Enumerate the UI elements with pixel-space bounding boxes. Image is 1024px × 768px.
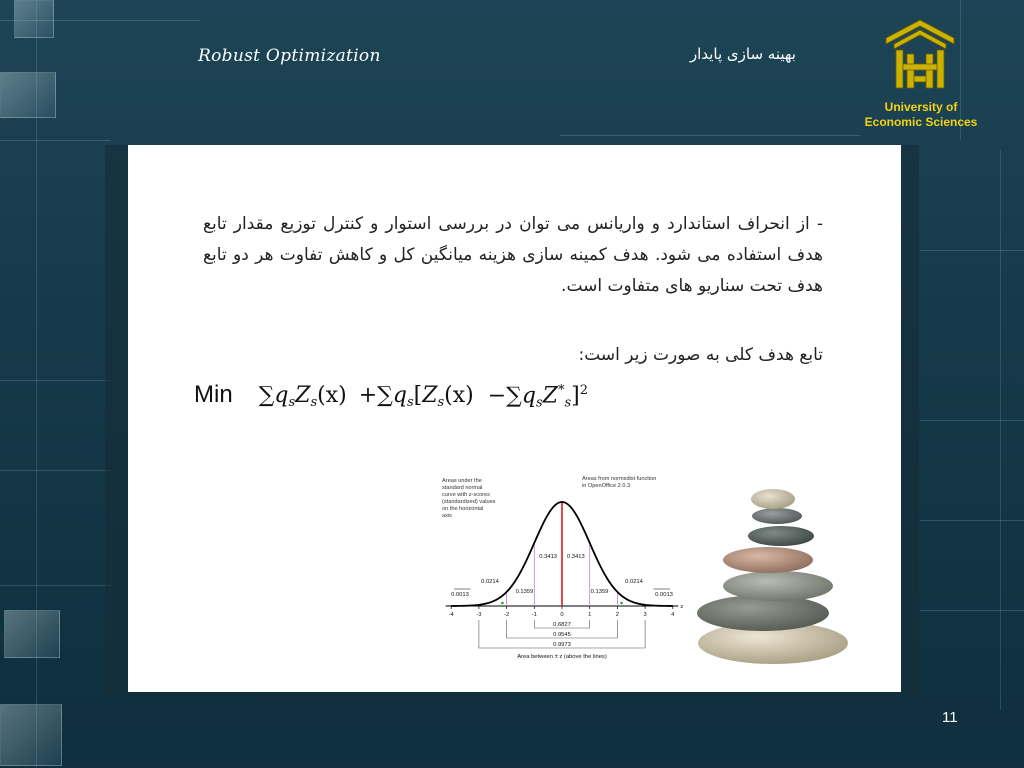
area-label: 0.0214 <box>625 579 643 585</box>
z-tick-label: -3 <box>476 612 482 618</box>
left-note-line: standard normal <box>442 485 483 491</box>
slide-content <box>128 145 901 692</box>
interval-label: 0.9973 <box>553 642 571 648</box>
page-number: 11 <box>942 709 958 726</box>
area-label: 0.1359 <box>515 589 534 595</box>
header-title-fa: بهینه سازی پایدار <box>689 45 796 63</box>
objective-formula <box>194 381 588 421</box>
interval-label: 0.9545 <box>553 632 571 638</box>
formula-min: Min <box>194 381 233 408</box>
formula-term1: $\sum q_sZ_s(x)$ <box>258 383 347 410</box>
area-label: 0.3413 <box>566 554 585 560</box>
z-tick-label: 4 <box>671 612 675 618</box>
header-title-en: Robust Optimization <box>198 46 381 66</box>
stacked-stones-image <box>673 463 853 665</box>
right-note-line: Areas from normsdist function <box>582 476 657 482</box>
area-label: 0.3413 <box>539 554 558 560</box>
left-note-line: (standardized) values <box>442 499 496 505</box>
formula-term3: $-\sum q_sZ^*_s]^2$ <box>487 382 588 410</box>
slide-subtitle: تابع هدف کلی به صورت زیر است: <box>578 345 823 365</box>
slide-paragraph: - از انحراف استاندارد و واریانس می توان در بررسی استوار و کنترل توزیع مقدار تابع هدف استفاده می شود. هدف کمینه سازی هزینه میانگین کل و کاهش تفاوت هر دو تابع هدف تحت سناریو های متفاوت است. <box>203 214 823 296</box>
area-label: 0.0214 <box>481 579 499 585</box>
z-tick-label: 3 <box>643 612 647 618</box>
university-name <box>848 100 994 130</box>
z-axis-label: z <box>680 604 684 610</box>
tail-dot <box>501 602 504 605</box>
z-tick-label: -1 <box>531 612 537 618</box>
z-tick-label: -2 <box>504 612 510 618</box>
z-tick-label: 0 <box>560 612 564 618</box>
area-label: 0.0013 <box>451 592 469 598</box>
normal-distribution-figure <box>434 470 684 670</box>
z-tick-label: 1 <box>588 612 592 618</box>
area-label: 0.0013 <box>655 592 673 598</box>
tail-dot <box>620 602 623 605</box>
interval-label: 0.6827 <box>553 622 571 628</box>
left-note-line: on the horizontal <box>442 506 484 512</box>
area-label: 0.1359 <box>590 589 609 595</box>
left-note-line: axis <box>442 513 452 519</box>
right-note-line: in OpenOffice 2.0.3 <box>582 483 631 489</box>
university-name-line2: Economic Sciences <box>864 115 978 129</box>
left-note-line: curve with z-scores <box>442 492 490 498</box>
formula-term2: $+\sum q_s[Z_s(x)$ <box>358 383 474 410</box>
interval-footer: Area between ± z (above the lines) <box>517 654 607 660</box>
university-name-line1: University of <box>884 100 958 114</box>
university-logo <box>884 18 956 96</box>
z-tick-label: -4 <box>448 612 454 618</box>
z-tick-label: 2 <box>615 612 620 618</box>
left-note-line: Areas under the <box>442 478 482 484</box>
